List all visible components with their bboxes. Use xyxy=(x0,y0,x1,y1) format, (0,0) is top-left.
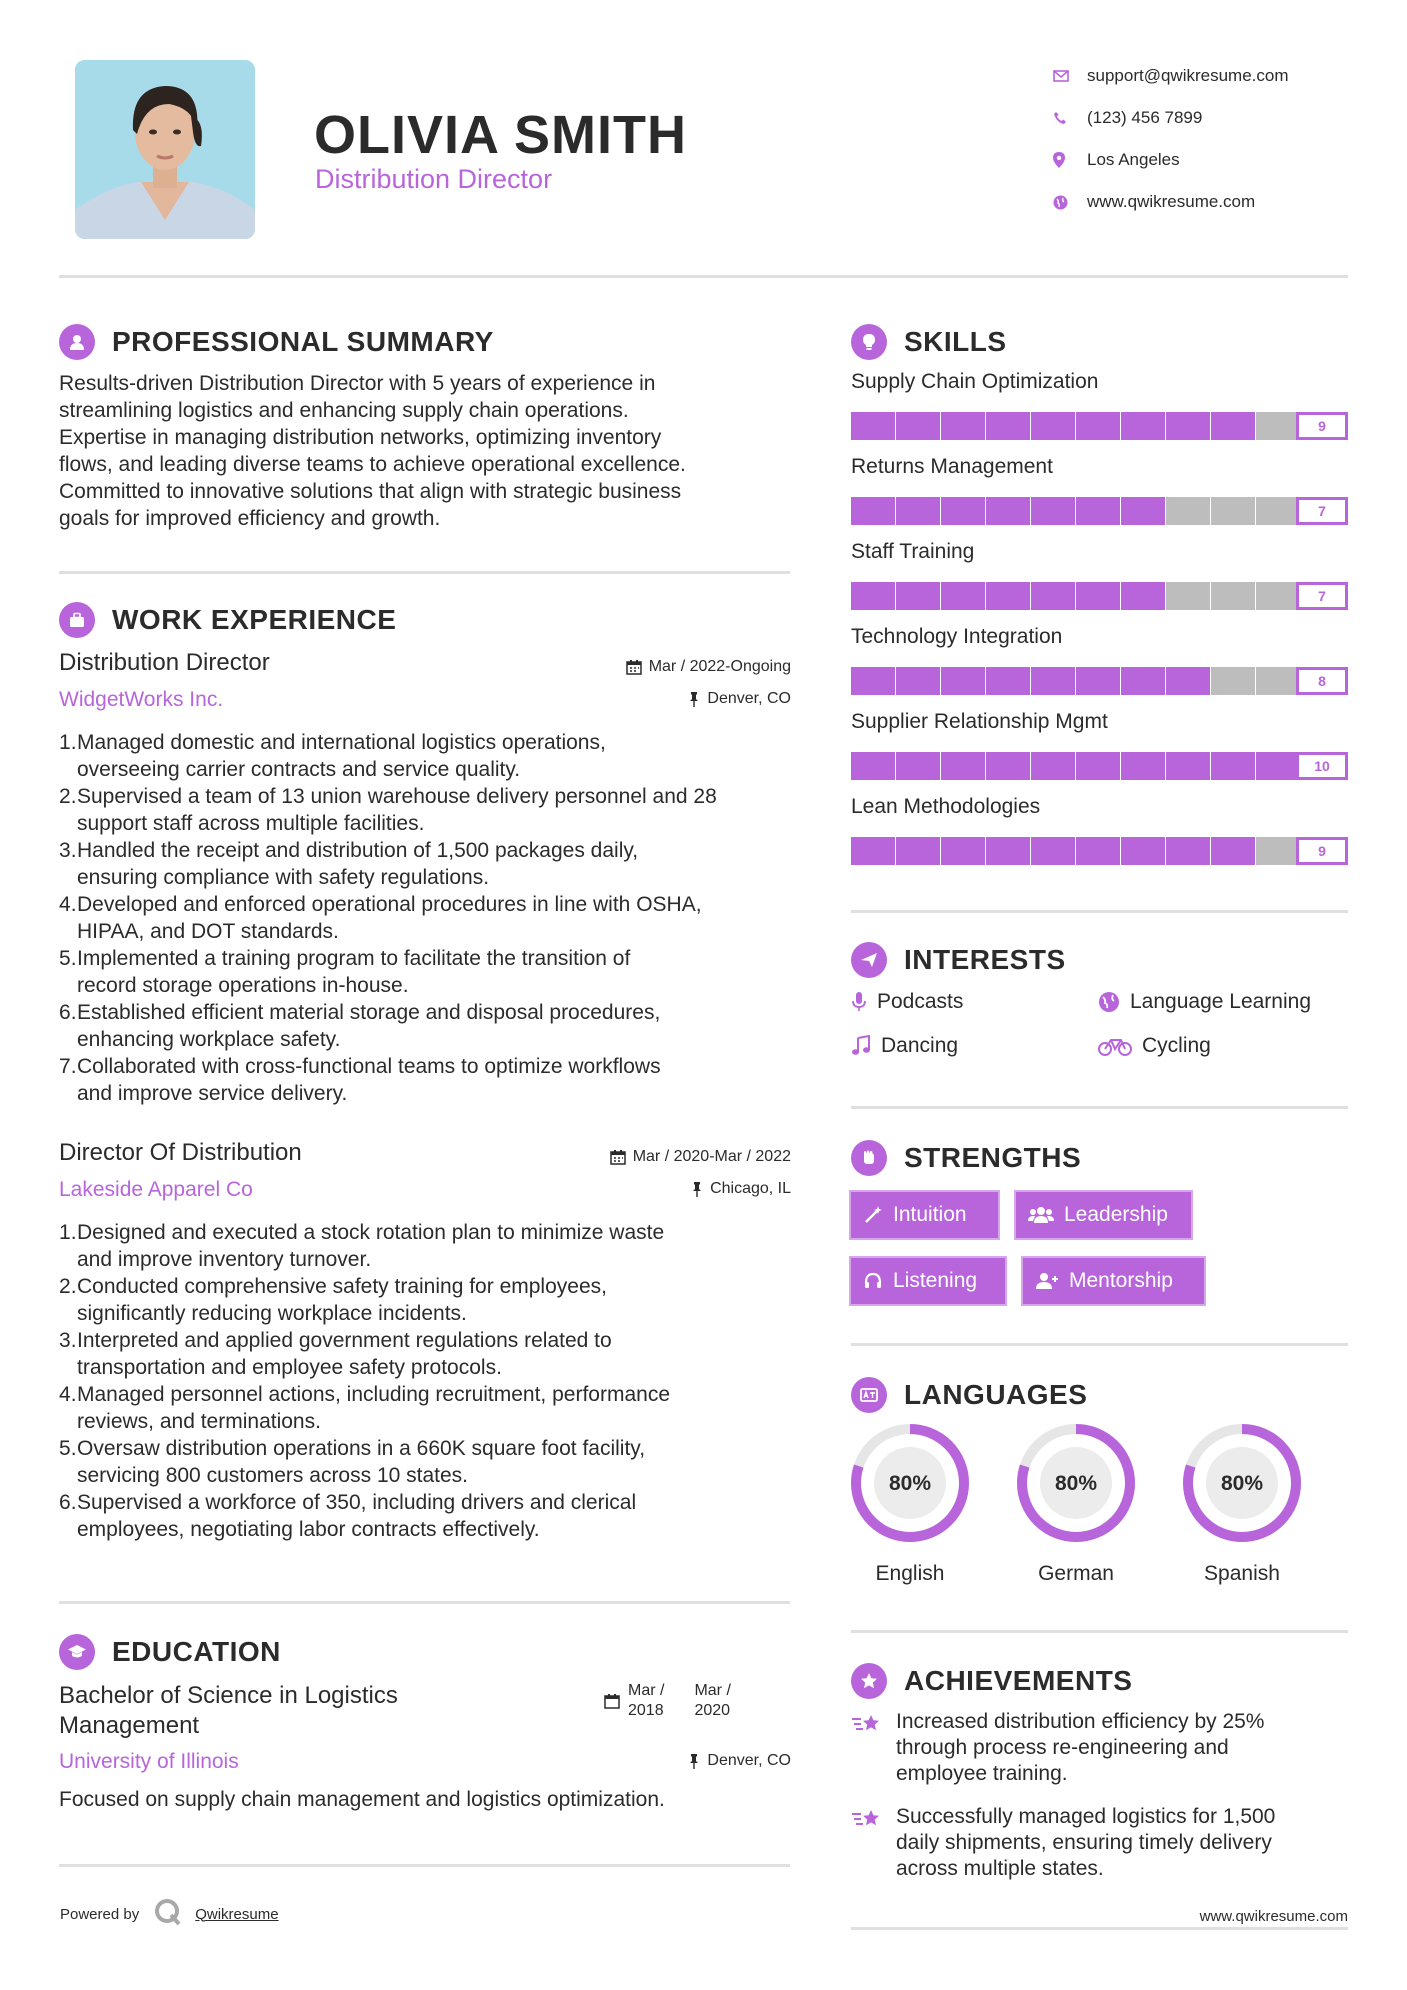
skill-segment xyxy=(851,837,895,865)
skill-segment xyxy=(1031,752,1075,780)
skill-segments xyxy=(851,837,1351,865)
skill-segment xyxy=(941,837,985,865)
interest-item xyxy=(851,990,963,1014)
achievement-text xyxy=(896,1804,1275,1882)
graduation-cap-icon xyxy=(59,1634,95,1670)
duty-line: Designed and executed a stock rotation plan to minimize waste xyxy=(77,1221,665,1244)
skill-segment xyxy=(851,582,895,610)
skill-bar xyxy=(851,837,1348,865)
skill-segments xyxy=(851,667,1351,695)
skill-segment xyxy=(941,667,985,695)
skill-item xyxy=(851,370,1348,440)
skill-segment xyxy=(1211,412,1255,440)
qwikresume-link[interactable]: Qwikresume xyxy=(195,1905,279,1923)
summary-line: flows, and leading diverse teams to achieve operational excellence. xyxy=(59,453,686,476)
achievement-line: daily shipments, ensuring timely delivery xyxy=(896,1831,1272,1854)
powered-by-label: Powered by xyxy=(60,1905,140,1923)
contact-email-text: support@qwikresume.com xyxy=(1087,66,1289,85)
summary-text xyxy=(59,370,799,532)
profile-photo-image xyxy=(75,60,255,239)
skill-segment xyxy=(1211,752,1255,780)
contact-phone[interactable] xyxy=(1051,97,1289,139)
school: University of Illinois xyxy=(59,1750,239,1773)
summary-line: goals for improved efficiency and growth. xyxy=(59,507,441,530)
bicycle-icon xyxy=(1098,1036,1132,1056)
contact-location-text: Los Angeles xyxy=(1087,150,1180,169)
contact-website[interactable] xyxy=(1051,181,1289,223)
skill-segment xyxy=(1211,667,1255,695)
strength-label: Leadership xyxy=(1064,1203,1168,1226)
strength-label: Intuition xyxy=(893,1203,967,1226)
header-divider xyxy=(59,275,1348,278)
degree xyxy=(59,1681,398,1741)
duty-line: Managed personnel actions, including recruitment, performance xyxy=(77,1383,670,1406)
skills-divider xyxy=(851,910,1348,913)
skill-segment xyxy=(1076,667,1120,695)
job-2-title: Director Of Distribution xyxy=(59,1139,302,1166)
footer-divider xyxy=(851,1927,1348,1930)
fist-icon xyxy=(851,1140,887,1176)
list-item xyxy=(77,891,800,945)
language-name: English xyxy=(875,1562,945,1585)
skill-segment xyxy=(986,667,1030,695)
skill-level: 9 xyxy=(1296,412,1348,440)
skill-segment xyxy=(1076,497,1120,525)
list-item xyxy=(77,783,800,837)
shooting-star-icon xyxy=(851,1709,896,1787)
job-2-dates xyxy=(610,1148,791,1166)
list-item xyxy=(77,1381,800,1435)
user-plus-icon xyxy=(1035,1271,1059,1291)
language-ring xyxy=(1181,1422,1303,1544)
microphone-icon xyxy=(851,991,867,1013)
skill-segment xyxy=(1166,667,1210,695)
interests-title: INTERESTS xyxy=(904,944,1066,975)
interests-heading xyxy=(851,942,1066,978)
skill-segment xyxy=(941,412,985,440)
strength-chip xyxy=(849,1190,1000,1240)
globe-icon xyxy=(1051,195,1087,210)
skill-segment xyxy=(1121,412,1165,440)
skill-segment xyxy=(1121,582,1165,610)
phone-icon xyxy=(1051,111,1087,125)
qwikresume-logo-icon xyxy=(153,1897,183,1931)
skill-segment xyxy=(1166,837,1210,865)
list-item xyxy=(77,1053,800,1107)
skill-bar xyxy=(851,497,1348,525)
job-2-duties xyxy=(60,1219,800,1543)
skill-segment xyxy=(1211,497,1255,525)
skill-segment xyxy=(896,497,940,525)
interest-item xyxy=(1098,990,1311,1014)
language-icon xyxy=(851,1377,887,1413)
interest-item xyxy=(1098,1034,1211,1058)
job-1-dates-text: Mar / 2022-Ongoing xyxy=(648,658,791,675)
pushpin-icon xyxy=(688,1753,700,1769)
language-item xyxy=(1015,1422,1137,1586)
skill-segment xyxy=(1121,497,1165,525)
strengths-divider xyxy=(851,1343,1348,1346)
skill-segments xyxy=(851,412,1351,440)
language-ring xyxy=(1015,1422,1137,1544)
magic-wand-icon xyxy=(863,1205,883,1225)
summary-line: Results-driven Distribution Director with 5 years of experience in xyxy=(59,372,656,395)
duty-line: Implemented a training program to facilitate the transition of xyxy=(77,947,631,970)
skill-segment xyxy=(941,497,985,525)
skill-segment xyxy=(1166,497,1210,525)
list-item xyxy=(77,1327,800,1381)
job-2-company: Lakeside Apparel Co xyxy=(59,1178,253,1201)
work-heading xyxy=(59,602,396,638)
strength-chip xyxy=(1014,1190,1193,1240)
profile-photo xyxy=(75,60,255,239)
duty-line: record storage operations in-house. xyxy=(77,974,409,997)
education-end-year: 2020 xyxy=(694,1702,731,1719)
shooting-star-icon xyxy=(851,1804,896,1882)
footer-powered-by xyxy=(60,1897,279,1931)
achievement-item xyxy=(851,1804,1348,1882)
duty-line: and improve service delivery. xyxy=(77,1082,348,1105)
skill-segment xyxy=(1256,837,1300,865)
skill-segment xyxy=(1256,752,1300,780)
envelope-icon xyxy=(1051,70,1087,82)
duty-line: Conducted comprehensive safety training for employees, xyxy=(77,1275,607,1298)
map-pin-icon xyxy=(1051,152,1087,168)
job-1-title: Distribution Director xyxy=(59,649,270,676)
achievement-text xyxy=(896,1709,1264,1787)
skill-name: Lean Methodologies xyxy=(851,795,1041,818)
skill-level: 9 xyxy=(1296,837,1348,865)
contact-block xyxy=(1051,55,1289,223)
skill-segment xyxy=(896,667,940,695)
duty-line: Handled the receipt and distribution of 1,500 packages daily, xyxy=(77,839,639,862)
achievement-line: employee training. xyxy=(896,1762,1068,1785)
skill-segment xyxy=(986,412,1030,440)
duty-line: Interpreted and applied government regulations related to xyxy=(77,1329,612,1352)
headphones-icon xyxy=(863,1271,883,1291)
skill-segment xyxy=(941,752,985,780)
duty-line: transportation and employee safety protocols. xyxy=(77,1356,502,1379)
duty-line: Oversaw distribution operations in a 660K square foot facility, xyxy=(77,1437,646,1460)
skill-segment xyxy=(1076,837,1120,865)
skill-segment xyxy=(1031,412,1075,440)
skill-level: 8 xyxy=(1296,667,1348,695)
job-2-dates-text: Mar / 2020-Mar / 2022 xyxy=(632,1148,791,1165)
skill-bar xyxy=(851,752,1348,780)
summary-line: streamlining logistics and enhancing supply chain operations. xyxy=(59,399,629,422)
skill-bar xyxy=(851,582,1348,610)
list-item xyxy=(77,1489,800,1543)
star-badge-icon xyxy=(851,1663,887,1699)
job-2-location-text: Chicago, IL xyxy=(710,1180,791,1197)
skill-segment xyxy=(851,752,895,780)
list-item xyxy=(77,1435,800,1489)
strength-chip xyxy=(1021,1256,1206,1306)
calendar-icon xyxy=(626,659,642,675)
interest-label: Dancing xyxy=(881,1034,959,1057)
skill-segments xyxy=(851,582,1351,610)
paper-plane-icon xyxy=(851,942,887,978)
education-end xyxy=(694,1681,730,1721)
duty-line: Developed and enforced operational procedures in line with OSHA, xyxy=(77,893,702,916)
strength-label: Mentorship xyxy=(1069,1269,1173,1292)
list-item xyxy=(77,945,800,999)
skill-segment xyxy=(1256,582,1300,610)
list-item xyxy=(77,1219,800,1273)
languages-title: LANGUAGES xyxy=(904,1379,1088,1410)
skill-segment xyxy=(1121,667,1165,695)
achievement-item xyxy=(851,1709,1348,1787)
skill-bar xyxy=(851,412,1348,440)
duty-line: significantly reducing workplace incidents. xyxy=(77,1302,467,1325)
interest-label: Cycling xyxy=(1142,1034,1211,1057)
duty-line: Established efficient material storage and disposal procedures, xyxy=(77,1001,661,1024)
skills-heading xyxy=(851,324,1007,360)
skill-segment xyxy=(986,752,1030,780)
skill-item xyxy=(851,625,1348,695)
list-item xyxy=(77,729,800,783)
education-location xyxy=(688,1752,791,1770)
education-heading xyxy=(59,1634,281,1670)
skill-segment xyxy=(986,582,1030,610)
strength-chip xyxy=(849,1256,1007,1306)
candidate-name: OLIVIA SMITH xyxy=(314,105,687,165)
summary-title: PROFESSIONAL SUMMARY xyxy=(112,326,494,357)
achievement-line: Successfully managed logistics for 1,500 xyxy=(896,1805,1276,1828)
summary-divider xyxy=(59,571,790,574)
skill-segments xyxy=(851,752,1351,780)
skill-level: 7 xyxy=(1296,582,1348,610)
skill-level: 7 xyxy=(1296,497,1348,525)
language-percent: 80% xyxy=(1220,1472,1264,1495)
skill-name: Supplier Relationship Mgmt xyxy=(851,710,1108,733)
list-item xyxy=(77,1273,800,1327)
education-start-year: 2018 xyxy=(628,1702,664,1719)
education-location-text: Denver, CO xyxy=(707,1752,791,1769)
skill-segment xyxy=(1031,837,1075,865)
skill-segment xyxy=(1121,752,1165,780)
skill-segment xyxy=(896,582,940,610)
skill-name: Supply Chain Optimization xyxy=(851,370,1099,393)
pushpin-icon xyxy=(691,1181,703,1197)
education-dates xyxy=(604,1681,731,1721)
skill-segment xyxy=(1076,412,1120,440)
contact-email[interactable] xyxy=(1051,55,1289,97)
skill-segments xyxy=(851,497,1351,525)
pushpin-icon xyxy=(688,691,700,707)
language-name: Spanish xyxy=(1204,1562,1280,1585)
contact-phone-text: (123) 456 7899 xyxy=(1087,108,1203,127)
candidate-role: Distribution Director xyxy=(315,164,553,194)
duty-line: ensuring compliance with safety regulations. xyxy=(77,866,490,889)
music-note-icon xyxy=(851,1035,871,1057)
duty-line: enhancing workplace safety. xyxy=(77,1028,341,1051)
skills-title: SKILLS xyxy=(904,326,1007,357)
interests-divider xyxy=(851,1106,1348,1109)
skill-item xyxy=(851,540,1348,610)
languages-heading xyxy=(851,1377,1087,1413)
strength-label: Listening xyxy=(893,1269,978,1292)
skill-segment xyxy=(1256,412,1300,440)
education-start xyxy=(628,1681,664,1721)
calendar-icon xyxy=(610,1149,626,1165)
skill-segment xyxy=(1256,497,1300,525)
skill-segment xyxy=(1166,582,1210,610)
duty-line: employees, negotiating labor contracts effectively. xyxy=(77,1518,540,1541)
contact-website-text: www.qwikresume.com xyxy=(1087,192,1256,211)
job-1-dates xyxy=(626,658,791,676)
duty-line: Collaborated with cross-functional teams to optimize workflows xyxy=(77,1055,661,1078)
education-start-month: Mar / xyxy=(628,1682,665,1699)
skill-segment xyxy=(851,412,895,440)
work-divider xyxy=(59,1601,790,1604)
skill-segment xyxy=(1121,837,1165,865)
duty-line: Supervised a workforce of 350, including drivers and clerical xyxy=(77,1491,637,1514)
footer-website[interactable]: www.qwikresume.com xyxy=(1199,1908,1348,1925)
skill-name: Staff Training xyxy=(851,540,975,563)
language-name: German xyxy=(1038,1562,1114,1585)
skill-item xyxy=(851,795,1348,865)
skill-segment xyxy=(1166,412,1210,440)
skill-level: 10 xyxy=(1296,752,1348,780)
job-2-location xyxy=(691,1180,791,1198)
languages-divider xyxy=(851,1630,1348,1633)
job-1-location xyxy=(688,690,791,708)
summary-heading xyxy=(59,324,494,360)
job-1-company: WidgetWorks Inc. xyxy=(59,688,224,711)
skill-segment xyxy=(851,667,895,695)
list-item xyxy=(77,999,800,1053)
interest-label: Language Learning xyxy=(1130,990,1312,1013)
summary-line: Committed to innovative solutions that align with strategic business xyxy=(59,480,682,503)
skill-segment xyxy=(1076,752,1120,780)
skill-item xyxy=(851,455,1348,525)
skill-item xyxy=(851,710,1348,780)
skill-segment xyxy=(1076,582,1120,610)
calendar-icon xyxy=(604,1693,620,1709)
contact-location xyxy=(1051,139,1289,181)
interest-label: Podcasts xyxy=(877,990,964,1013)
interest-item xyxy=(851,1034,958,1058)
duty-line: overseeing carrier contracts and service quality. xyxy=(77,758,521,781)
skill-segment xyxy=(896,837,940,865)
job-1-duties xyxy=(60,729,800,1107)
list-item xyxy=(77,837,800,891)
achievement-line: across multiple states. xyxy=(896,1857,1104,1880)
job-1-location-text: Denver, CO xyxy=(707,690,791,707)
skill-segment xyxy=(1211,582,1255,610)
strengths-title: STRENGTHS xyxy=(904,1142,1082,1173)
globe-icon xyxy=(1098,991,1120,1013)
skill-bar xyxy=(851,667,1348,695)
degree-line: Management xyxy=(59,1712,200,1739)
skill-segment xyxy=(1256,667,1300,695)
skill-segment xyxy=(986,837,1030,865)
work-title: WORK EXPERIENCE xyxy=(112,604,397,635)
achievements-heading xyxy=(851,1663,1132,1699)
skill-segment xyxy=(1211,837,1255,865)
skill-segment xyxy=(896,752,940,780)
language-percent: 80% xyxy=(1054,1472,1098,1495)
skill-segment xyxy=(1031,497,1075,525)
education-divider xyxy=(59,1864,790,1867)
user-icon xyxy=(59,324,95,360)
briefcase-icon xyxy=(59,602,95,638)
language-item xyxy=(1181,1422,1303,1586)
skill-name: Technology Integration xyxy=(851,625,1063,648)
language-item xyxy=(849,1422,971,1586)
language-percent: 80% xyxy=(888,1472,932,1495)
education-title: EDUCATION xyxy=(112,1636,281,1667)
summary-line: Expertise in managing distribution networks, optimizing inventory xyxy=(59,426,662,449)
lightbulb-icon xyxy=(851,324,887,360)
achievement-line: through process re-engineering and xyxy=(896,1736,1229,1759)
skill-segment xyxy=(896,412,940,440)
duty-line: reviews, and terminations. xyxy=(77,1410,321,1433)
duty-line: and improve inventory turnover. xyxy=(77,1248,372,1271)
strengths-heading xyxy=(851,1140,1081,1176)
skill-segment xyxy=(1031,667,1075,695)
education-end-month: Mar / xyxy=(694,1682,731,1699)
duty-line: HIPAA, and DOT standards. xyxy=(77,920,339,943)
duty-line: support staff across multiple facilities. xyxy=(77,812,425,835)
duty-line: servicing 800 customers across 10 states. xyxy=(77,1464,469,1487)
achievement-line: Increased distribution efficiency by 25% xyxy=(896,1710,1265,1733)
skill-name: Returns Management xyxy=(851,455,1053,478)
achievements-title: ACHIEVEMENTS xyxy=(904,1665,1133,1696)
skill-segment xyxy=(941,582,985,610)
skill-segment xyxy=(986,497,1030,525)
duty-line: Managed domestic and international logistics operations, xyxy=(77,731,606,754)
skill-segment xyxy=(1031,582,1075,610)
users-icon xyxy=(1028,1205,1054,1225)
skill-segment xyxy=(851,497,895,525)
degree-line: Bachelor of Science in Logistics xyxy=(59,1682,398,1709)
language-ring xyxy=(849,1422,971,1544)
education-description: Focused on supply chain management and logistics optimization. xyxy=(59,1788,665,1811)
duty-line: Supervised a team of 13 union warehouse delivery personnel and 28 xyxy=(77,785,717,808)
skill-segment xyxy=(1166,752,1210,780)
